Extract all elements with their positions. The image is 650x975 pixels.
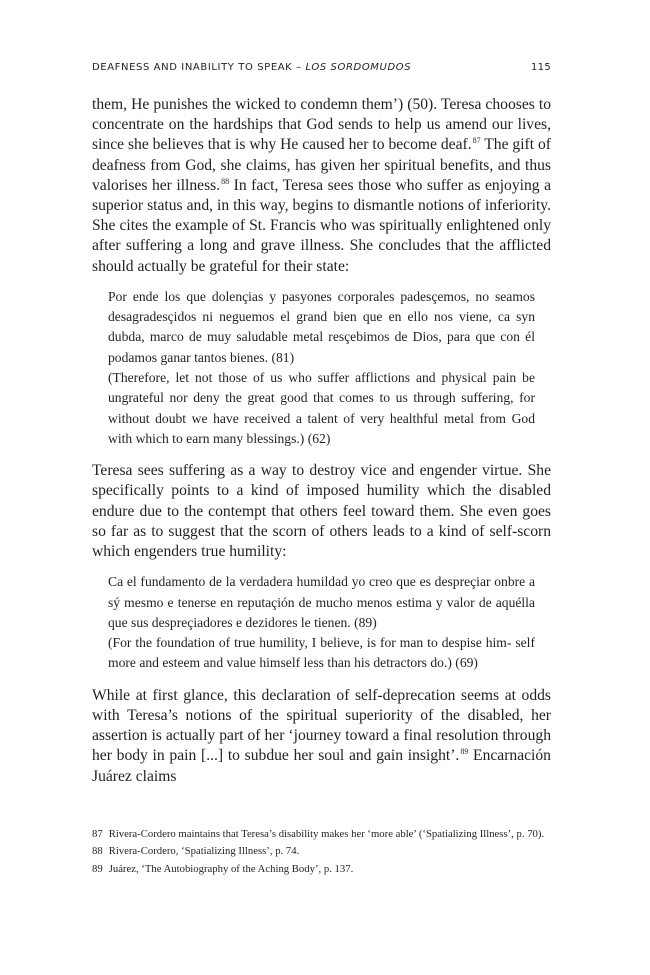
spacer	[92, 449, 551, 461]
spacer	[92, 674, 551, 686]
footnote-text: Rivera-Cordero maintains that Teresa’s disability makes her ‘more able’ (‘Spatializing Illness’, p. 70).	[108, 828, 545, 840]
quote-1-english: (Therefore, let not those of us who suffer afflictions and physical pain be ungrateful nor deny the great good that comes to us through suffering, for without doubt we have received a talent of very healthful metal from God with which to earn many blessings.) (62)	[108, 370, 535, 446]
paragraph-3-text-a: While at first glance, this declaration of self-deprecation seems at odds with Teresa’s notions of the spiritual superiority of the disabled, her assertion is actually part of her ‘journey toward a final resolution through her body in pain [...] to subdue her soul and gain insight’.	[92, 686, 551, 765]
paragraph-2: Teresa sees suffering as a way to destroy vice and engender virtue. She specifically points to a kind of imposed humility which the disabled endure due to the contempt that others feel toward them. She even goes so far as to suggest that the scorn of others leads to a kind of self-scorn which engenders true humility:	[92, 462, 551, 561]
paragraph-1	[92, 95, 551, 277]
quote-1-spanish: Por ende los que dolençias y pasyones corporales padesçemos, no seamos desagradesçidos ni neguemos el grand bien que en ello nos viene, ca syn dubda, marco de muy saludable metal resçebimos de Dios, para que con él podamos ganar tantos bienes. (81)	[108, 288, 535, 365]
page-number: 115	[531, 62, 551, 73]
spacer	[92, 562, 551, 572]
footnote-number: 89	[92, 862, 103, 875]
paragraph-1-text-b: The gift of deafness from God, she claims, has given her spiritual benefits, and thus valorises her illness.	[92, 136, 551, 194]
footnote-number: 88	[92, 845, 103, 858]
quote-2-spanish: Ca el fundamento de la verdadera humildad yo creo que es despreçiar onbre a sý mesmo e tenerse en reputaçión de mucho menos estima y valor de aquélla que sus despreçiadores e dezidores le tienen. (89)	[108, 574, 535, 630]
spacer	[92, 277, 551, 287]
footnote-ref-87[interactable]: 87	[472, 136, 481, 146]
footnote-ref-88[interactable]: 88	[221, 176, 230, 186]
running-head-title-italic: LOS SORDOMUDOS	[305, 62, 412, 73]
footnote-text: Rivera-Cordero, ‘Spatializing Illness’, p. 74.	[108, 845, 300, 858]
quote-2-english: (For the foundation of true humility, I believe, is for man to despise him- self more and esteem and value himself less than his detractors do.) (69)	[108, 635, 535, 671]
running-head-title-text: DEAFNESS AND INABILITY TO SPEAK –	[92, 62, 306, 73]
block-quote-1	[92, 287, 551, 449]
main-text	[92, 95, 551, 787]
footnote-87	[92, 826, 551, 843]
running-head	[92, 62, 551, 73]
footnote-text: Juárez, ‘The Autobiography of the Aching Body’, p. 137.	[108, 862, 354, 875]
footnote-number: 87	[92, 828, 103, 840]
footnote-89	[92, 861, 551, 878]
footnote-ref-89[interactable]: 89	[460, 747, 469, 757]
footnote-88	[92, 843, 551, 860]
paragraph-3-text-b: Encarnación Juárez claims	[92, 747, 551, 785]
footnotes	[92, 826, 551, 878]
block-quote-2	[92, 572, 551, 673]
running-head-title	[92, 62, 411, 73]
paragraph-1-text-a: them, He punishes the wicked to condemn them’) (50). Teresa chooses to concentrate on the hardships that God sends to help us amend our lives, since she believes that is why He caused her to become deaf.	[92, 96, 551, 154]
paragraph-3	[92, 686, 551, 787]
paragraph-1-text-c: In fact, Teresa sees those who suffer as enjoying a superior status and, in this way, begins to dismantle notions of inferiority. She cites the example of St. Francis who was spiritually enlightened only after suffering a long and grave illness. She concludes that the afflicted should actually be grateful for their state:	[92, 176, 551, 275]
